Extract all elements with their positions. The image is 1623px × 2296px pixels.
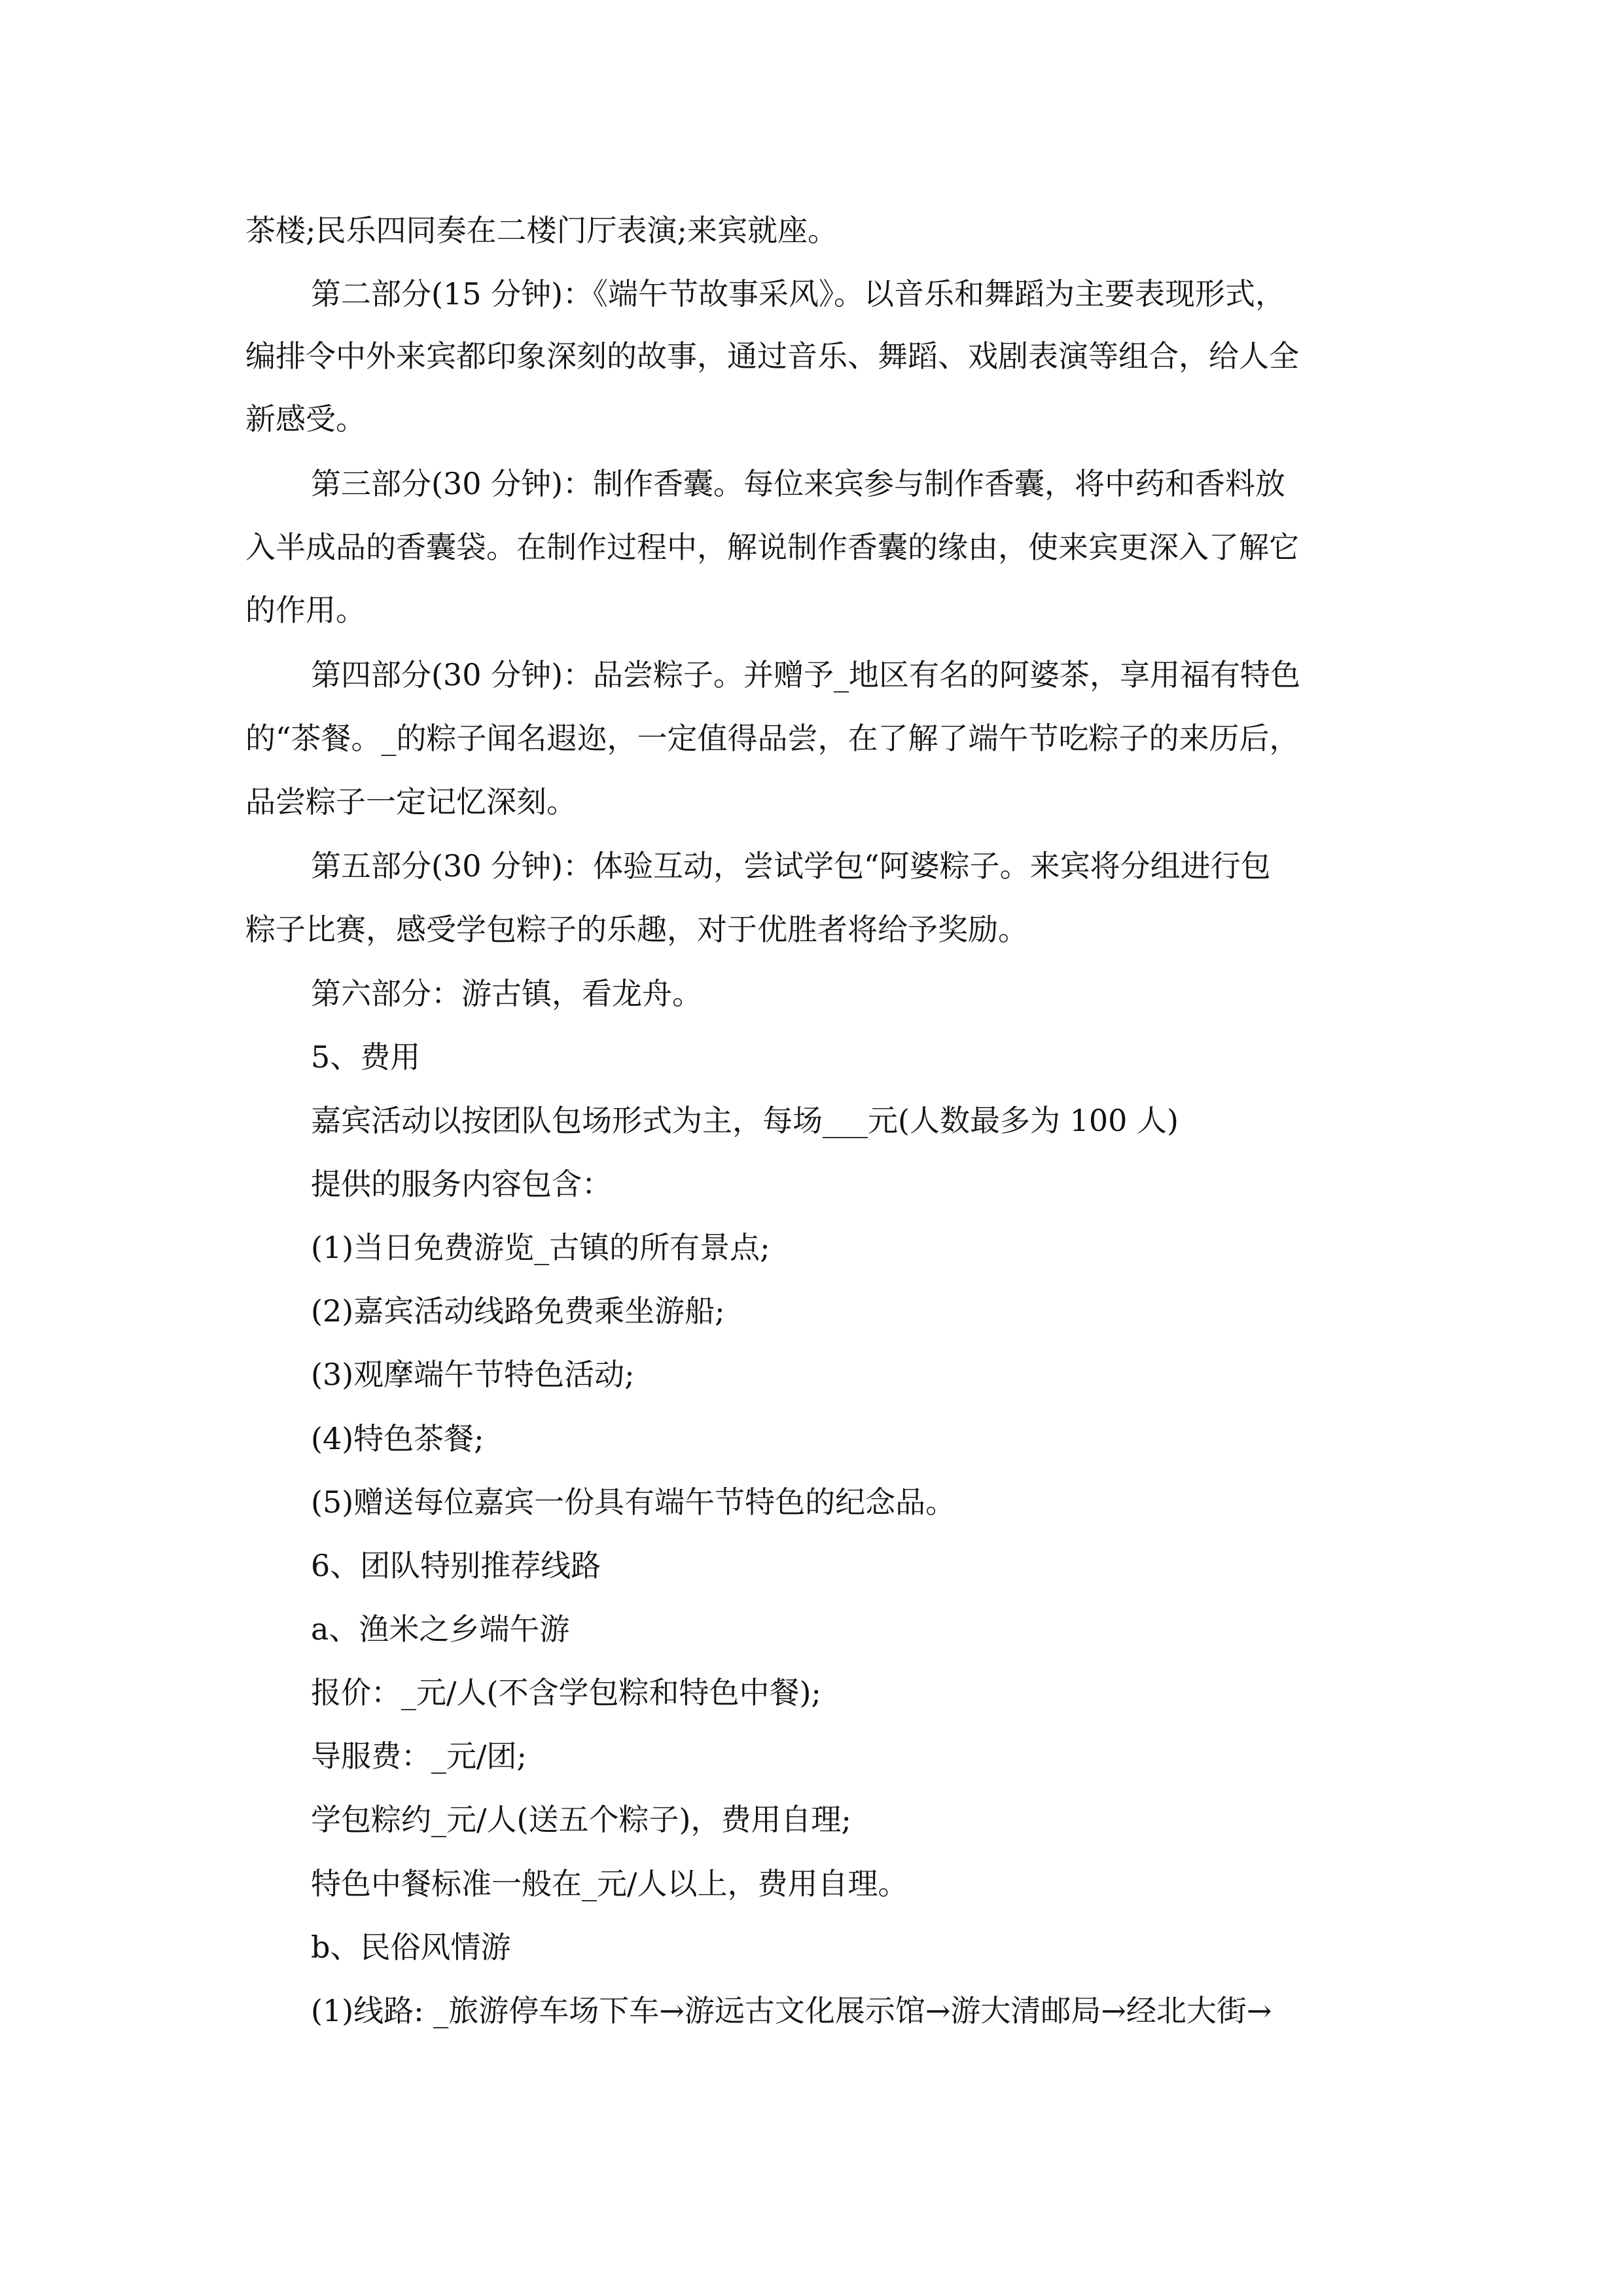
text-line: 粽子比赛，感受学包粽子的乐趣，对于优胜者将给予奖励。	[245, 912, 1028, 947]
text-line: 报价：_元/人(不含学包粽和特色中餐);	[311, 1675, 821, 1710]
subsection-heading: b、民俗风情游	[311, 1929, 511, 1965]
text-line: 特色中餐标准一般在_元/人以上，费用自理。	[311, 1866, 908, 1901]
list-item: (4)特色茶餐;	[311, 1421, 484, 1456]
text-line: 的作用。	[245, 592, 366, 628]
section-heading: 6、团队特别推荐线路	[311, 1548, 601, 1583]
list-item: (1)当日免费游览_古镇的所有景点;	[311, 1230, 770, 1265]
text-line: 学包粽约_元/人(送五个粽子)，费用自理;	[311, 1802, 851, 1837]
text-line: 新感受。	[245, 401, 366, 437]
text-line: 第六部分：游古镇，看龙舟。	[311, 976, 702, 1011]
text-line: 第五部分(30 分钟)：体验互动，尝试学包“阿婆粽子。来宾将分组进行包	[311, 848, 1271, 884]
list-item: (5)赠送每位嘉宾一份具有端午节特色的纪念品。	[311, 1484, 956, 1520]
text-line: 品尝粽子一定记忆深刻。	[245, 784, 577, 819]
text-line: 导服费：_元/团;	[311, 1738, 527, 1774]
list-item: (2)嘉宾活动线路免费乘坐游船;	[311, 1293, 725, 1329]
text-line: 茶楼;民乐四同奏在二楼门厅表演;来宾就座。	[245, 213, 838, 248]
section-heading: 5、费用	[311, 1039, 421, 1075]
text-line: 第二部分(15 分钟)：《端午节故事采风》。以音乐和舞蹈为主要表现形式，	[311, 276, 1286, 312]
text-line: 第四部分(30 分钟)：品尝粽子。并赠予_地区有名的阿婆茶，享用福有特色	[311, 657, 1301, 692]
subsection-heading: a、渔米之乡端午游	[311, 1611, 570, 1647]
text-line: 嘉宾活动以按团队包场形式为主，每场___元(人数最多为 100 人)	[311, 1103, 1179, 1138]
text-line: 第三部分(30 分钟)：制作香囊。每位来宾参与制作香囊，将中药和香料放	[311, 466, 1286, 501]
text-line: (1)线路: _旅游停车场下车→游远古文化展示馆→游大清邮局→经北大街→	[311, 1993, 1272, 2028]
text-line: 编排令中外来宾都印象深刻的故事，通过音乐、舞蹈、戏剧表演等组合，给人全	[245, 338, 1299, 374]
text-line: 的“茶餐。_的粽子闻名遐迩，一定值得品尝，在了解了端午节吃粽子的来历后，	[245, 721, 1300, 756]
list-item: (3)观摩端午节特色活动;	[311, 1357, 635, 1392]
text-line: 入半成品的香囊袋。在制作过程中，解说制作香囊的缘由，使来宾更深入了解它	[245, 529, 1299, 565]
text-line: 提供的服务内容包含：	[311, 1166, 612, 1202]
